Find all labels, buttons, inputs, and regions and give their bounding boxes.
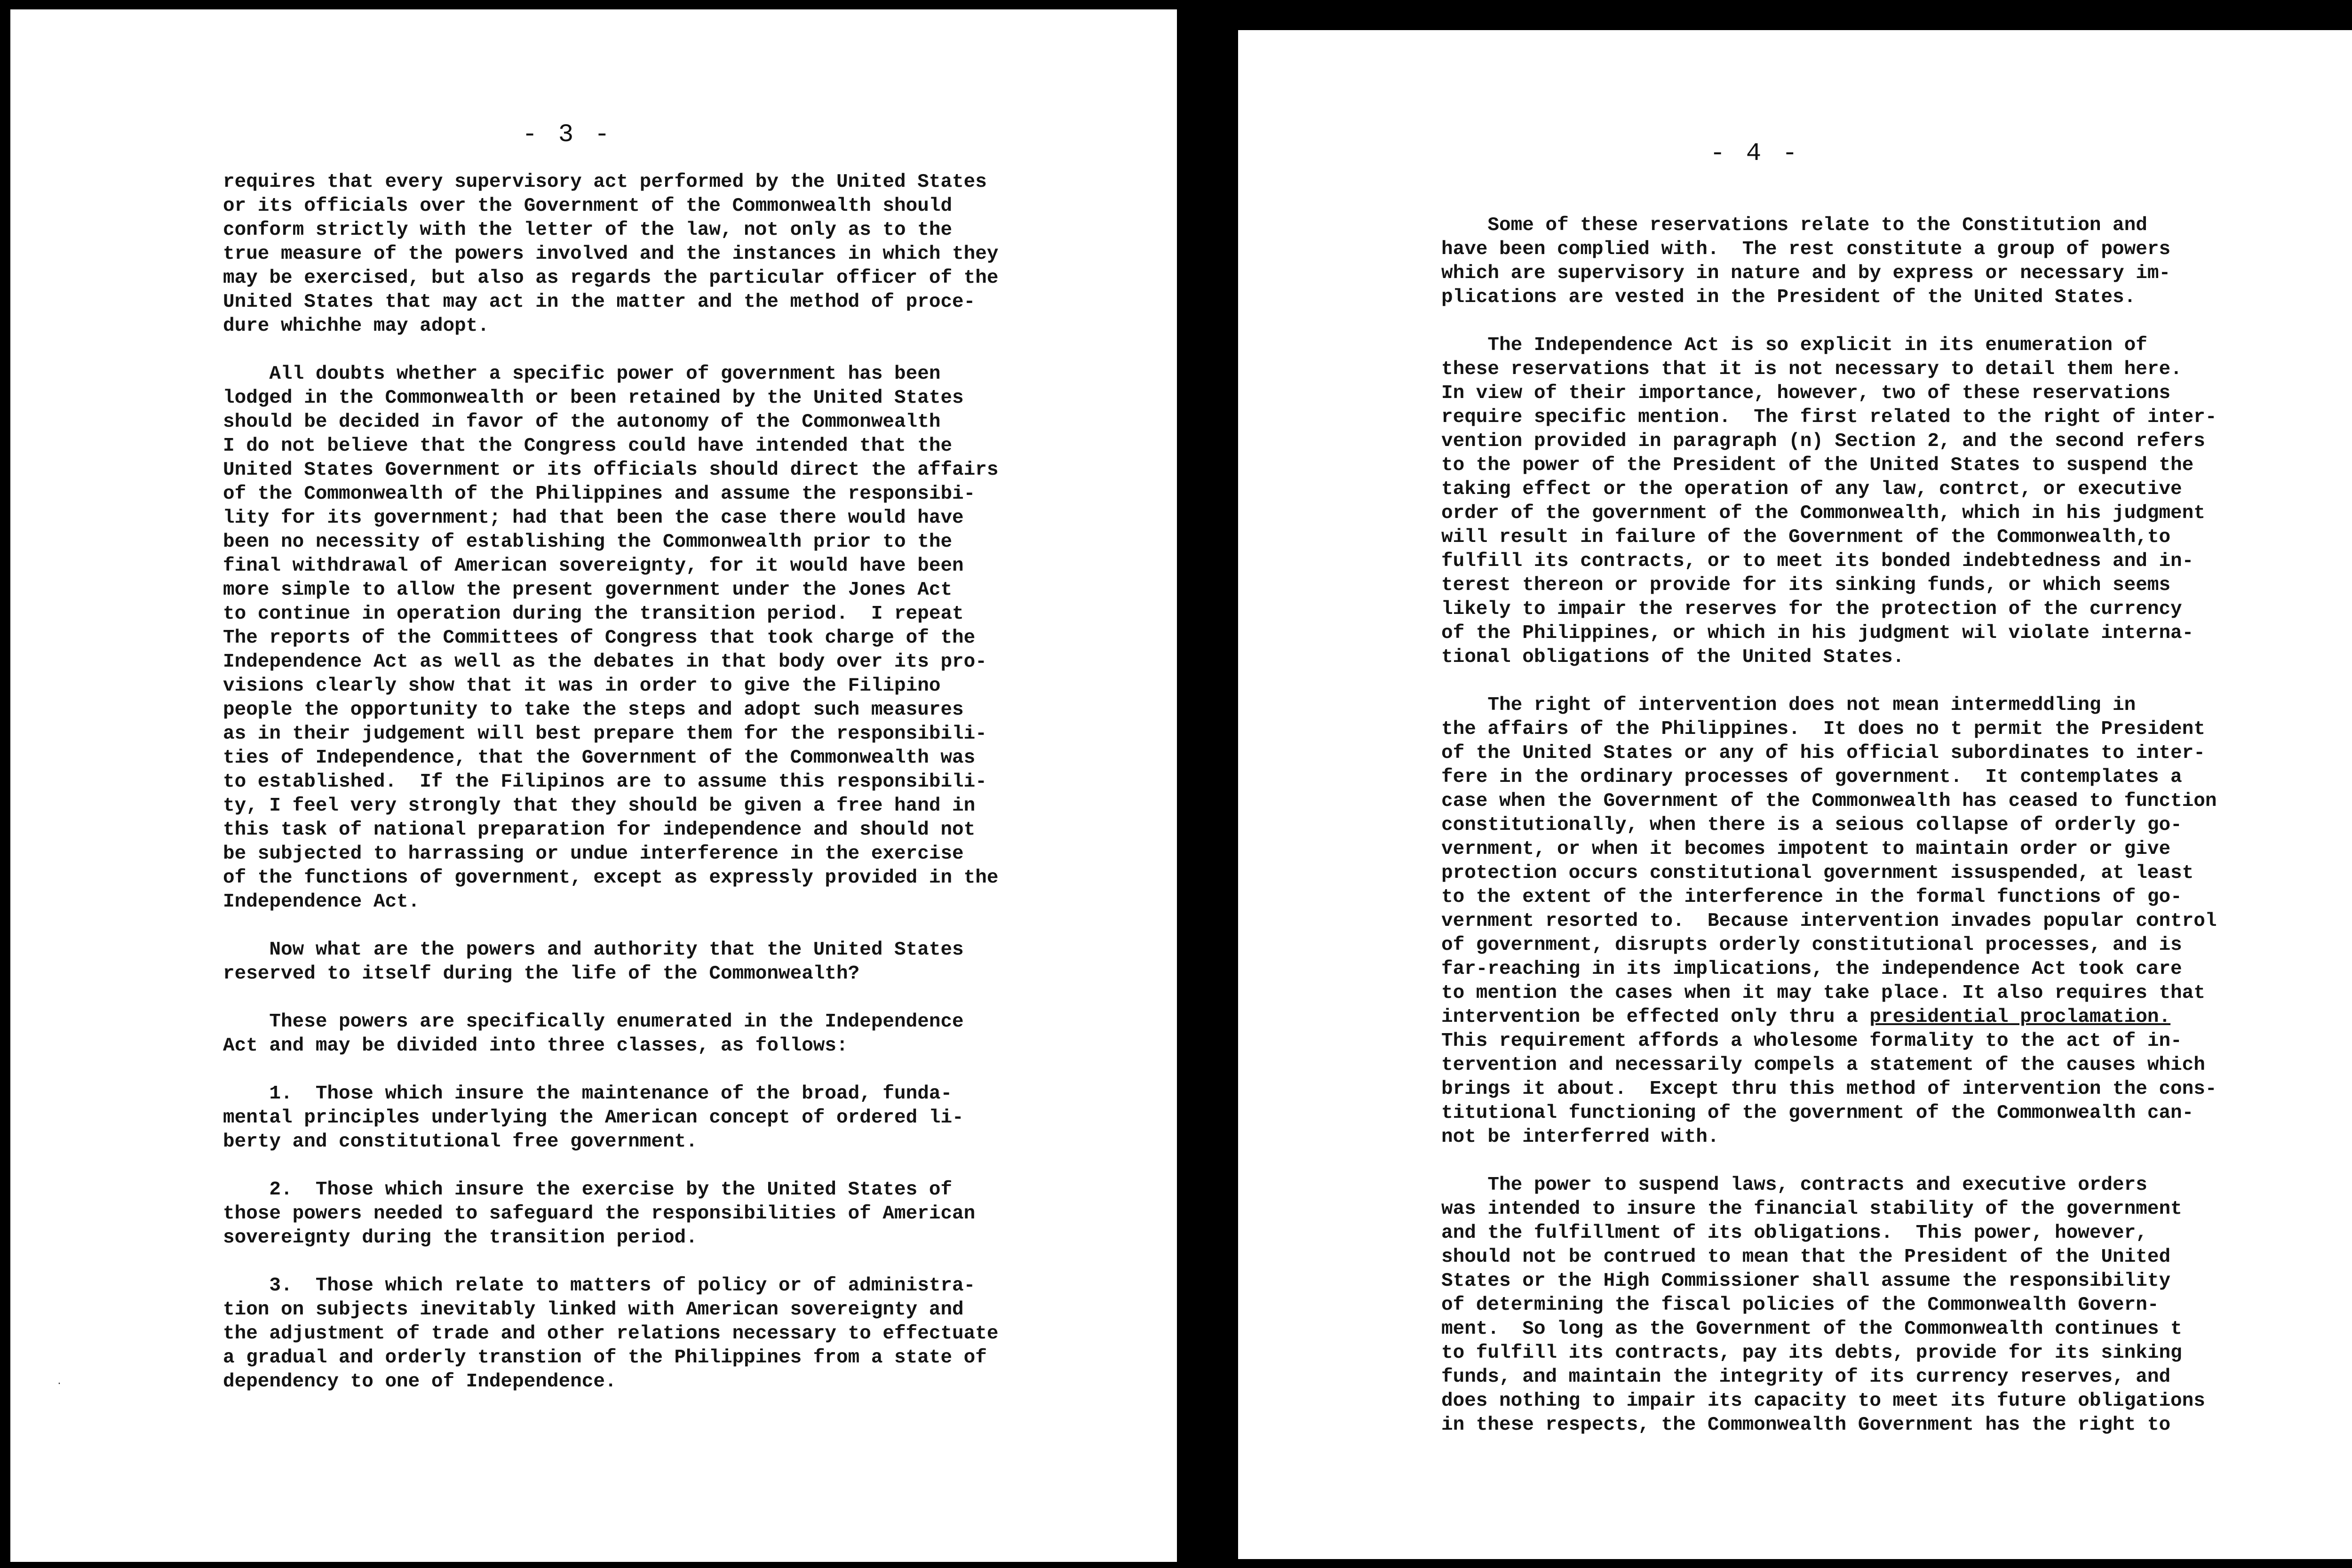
text-line: was intended to insure the financial stability of the government (1441, 1198, 2182, 1220)
text-line: ment. So long as the Government of the Commonwealth continues t (1441, 1318, 2182, 1340)
paragraph (223, 1178, 1051, 1250)
text-line: to the extent of the interference in the formal functions of go- (1441, 886, 2182, 908)
paragraph (1441, 1173, 2250, 1437)
text-line: funds, and maintain the integrity of its currency reserves, and (1441, 1366, 2171, 1388)
paragraph (1441, 693, 2250, 1149)
text-line: require specific mention. The first related to the right of inter- (1441, 406, 2217, 428)
document-page-3 (10, 9, 1177, 1562)
text-line: a gradual and orderly transtion of the Philippines from a state of (223, 1347, 987, 1369)
text-line: dure whichhe may adopt. (223, 315, 489, 337)
text-line: brings it about. Except thru this method of intervention the cons- (1441, 1078, 2217, 1100)
text-line: This requirement affords a wholesome formality to the act of in- (1441, 1030, 2182, 1052)
text-line: intervention be effected only thru a presidential proclamation. (1441, 1006, 2171, 1028)
text-line: These powers are specifically enumerated in the Independence (223, 1011, 964, 1033)
text-line: vernment, or when it becomes impotent to maintain order or give (1441, 838, 2171, 860)
text-line: Some of these reservations relate to the Constitution and (1441, 215, 2147, 236)
text-line: this task of national preparation for independence and should not (223, 819, 976, 841)
page-number: - 3 - (522, 120, 613, 149)
text-line: sovereignty during the transition period. (223, 1227, 698, 1249)
text-line: to continue in operation during the transition period. I repeat (223, 603, 964, 625)
page-body-text (223, 170, 1051, 1418)
text-line: true measure of the powers involved and the instances in which they (223, 243, 999, 265)
text-line: ties of Independence, that the Government of the Commonwealth was (223, 747, 976, 769)
text-line: vernment resorted to. Because intervention invades popular control (1441, 910, 2217, 932)
paragraph (223, 1082, 1051, 1154)
text-line: All doubts whether a specific power of government has been (223, 363, 941, 385)
text-line: tervention and necessarily compels a statement of the causes which (1441, 1054, 2205, 1076)
text-line: Independence Act. (223, 891, 420, 913)
text-line: order of the government of the Commonwealth, which in his judgment (1441, 502, 2205, 524)
text-line: Act and may be divided into three classes, as follows: (223, 1035, 848, 1057)
text-line: mental principles underlying the American concept of ordered li- (223, 1107, 964, 1129)
text-line: States or the High Commissioner shall assume the responsibility (1441, 1270, 2171, 1292)
text-line: The Independence Act is so explicit in its enumeration of (1441, 334, 2147, 356)
text-line: lity for its government; had that been the case there would have (223, 507, 964, 529)
paragraph (223, 938, 1051, 986)
text-line: fere in the ordinary processes of government. It contemplates a (1441, 766, 2182, 788)
text-line: to fulfill its contracts, pay its debts, provide for its sinking (1441, 1342, 2182, 1364)
text-line: not be interferred with. (1441, 1126, 1719, 1148)
text-line: does nothing to impair its capacity to meet its future obligations (1441, 1390, 2205, 1412)
text-line: which are supervisory in nature and by express or necessary im- (1441, 263, 2171, 284)
text-line: plications are vested in the President of the United States. (1441, 287, 2136, 308)
text-line: 2. Those which insure the exercise by the United States of (223, 1179, 953, 1201)
text-line: 3. Those which relate to matters of policy or of administra- (223, 1275, 976, 1297)
text-line: those powers needed to safeguard the responsibilities of American (223, 1203, 976, 1225)
text-line: should be decided in favor of the autonomy of the Commonwealth (223, 411, 941, 433)
text-line: reserved to itself during the life of the Commonwealth? (223, 963, 860, 985)
text-line: visions clearly show that it was in order to give the Filipino (223, 675, 941, 697)
text-line: The reports of the Committees of Congress that took charge of the (223, 627, 976, 649)
text-line: of determining the fiscal policies of the Commonwealth Govern- (1441, 1294, 2159, 1316)
text-line: The right of intervention does not mean intermeddling in (1441, 694, 2136, 716)
scan-speck: · (56, 1378, 63, 1389)
text-line: should not be contrued to mean that the President of the United (1441, 1246, 2171, 1268)
text-line: of the functions of government, except as expressly provided in the (223, 867, 999, 889)
text-line: people the opportunity to take the steps and adopt such measures (223, 699, 964, 721)
text-line: terest thereon or provide for its sinking funds, or which seems (1441, 574, 2171, 596)
text-line: ty, I feel very strongly that they should be given a free hand in (223, 795, 976, 817)
paragraph (223, 1274, 1051, 1394)
paragraph (223, 170, 1051, 338)
text-line: far-reaching in its implications, the independence Act took care (1441, 958, 2182, 980)
text-line: Now what are the powers and authority that the United States (223, 939, 964, 961)
text-line: been no necessity of establishing the Commonwealth prior to the (223, 531, 953, 553)
text-line: case when the Government of the Commonwealth has ceased to function (1441, 790, 2217, 812)
text-line: berty and constitutional free government. (223, 1131, 698, 1153)
text-line: taking effect or the operation of any law, contrct, or executive (1441, 478, 2182, 500)
text-line: Independence Act as well as the debates in that body over its pro- (223, 651, 987, 673)
text-line: as in their judgement will best prepare them for the responsibili- (223, 723, 987, 745)
text-line: of the Philippines, or which in his judgment wil violate interna- (1441, 622, 2194, 644)
text-line: conform strictly with the letter of the law, not only as to the (223, 219, 953, 241)
text-line: the affairs of the Philippines. It does no t permit the President (1441, 718, 2205, 740)
text-line: have been complied with. The rest constitute a group of powers (1441, 239, 2171, 260)
text-line: constitutionally, when there is a seious collapse of orderly go- (1441, 814, 2182, 836)
text-line: protection occurs constitutional government issuspended, at least (1441, 862, 2194, 884)
text-line: vention provided in paragraph (n) Section 2, and the second refers (1441, 430, 2205, 452)
text-line: in these respects, the Commonwealth Government has the right to (1441, 1414, 2171, 1436)
document-page-4 (1238, 30, 2352, 1559)
text-line: will result in failure of the Government of the Commonwealth,to (1441, 526, 2171, 548)
text-line: to mention the cases when it may take place. It also requires that (1441, 982, 2205, 1004)
text-line: likely to impair the reserves for the protection of the currency (1441, 598, 2182, 620)
text-line: I do not believe that the Congress could have intended that the (223, 435, 953, 457)
text-line: dependency to one of Independence. (223, 1371, 617, 1393)
text-line: tion on subjects inevitably linked with American sovereignty and (223, 1299, 964, 1321)
text-line: may be exercised, but also as regards the particular officer of the (223, 267, 999, 289)
paragraph (1441, 334, 2250, 669)
text-line: more simple to allow the present government under the Jones Act (223, 579, 953, 601)
text-line: lodged in the Commonwealth or been retained by the United States (223, 387, 964, 409)
paragraph (223, 1010, 1051, 1058)
text-line: to established. If the Filipinos are to assume this responsibili- (223, 771, 987, 793)
text-line: The power to suspend laws, contracts and executive orders (1441, 1174, 2147, 1196)
text-line: and the fulfillment of its obligations. This power, however, (1441, 1222, 2147, 1244)
text-line: of the Commonwealth of the Philippines and assume the responsibi- (223, 483, 976, 505)
text-line: the adjustment of trade and other relations necessary to effectuate (223, 1323, 999, 1345)
text-line: or its officials over the Government of the Commonwealth should (223, 195, 953, 217)
text-line: of the United States or any of his official subordinates to inter- (1441, 742, 2205, 764)
text-line: requires that every supervisory act performed by the United States (223, 171, 987, 193)
page-number: - 4 - (1710, 139, 1801, 168)
text-line: to the power of the President of the United States to suspend the (1441, 454, 2194, 476)
paragraph (1441, 214, 2250, 310)
text-line: 1. Those which insure the maintenance of the broad, funda- (223, 1083, 953, 1105)
text-line: United States Government or its officials should direct the affairs (223, 459, 999, 481)
text-line: final withdrawal of American sovereignty, for it would have been (223, 555, 964, 577)
text-line: titutional functioning of the government of the Commonwealth can- (1441, 1102, 2194, 1124)
text-line: fulfill its contracts, or to meet its bonded indebtedness and in- (1441, 550, 2194, 572)
underlined-phrase: presidential proclamation. (1869, 1006, 2171, 1028)
page-body-text (1441, 214, 2250, 1461)
text-line: United States that may act in the matter and the method of proce- (223, 291, 976, 313)
text-line: be subjected to harrassing or undue interference in the exercise (223, 843, 964, 865)
paragraph (223, 362, 1051, 914)
text-line: tional obligations of the United States. (1441, 646, 1905, 668)
text-line: of government, disrupts orderly constitutional processes, and is (1441, 934, 2182, 956)
text-line: these reservations that it is not necessary to detail them here. (1441, 358, 2182, 380)
text-line: In view of their importance, however, two of these reservations (1441, 382, 2171, 404)
